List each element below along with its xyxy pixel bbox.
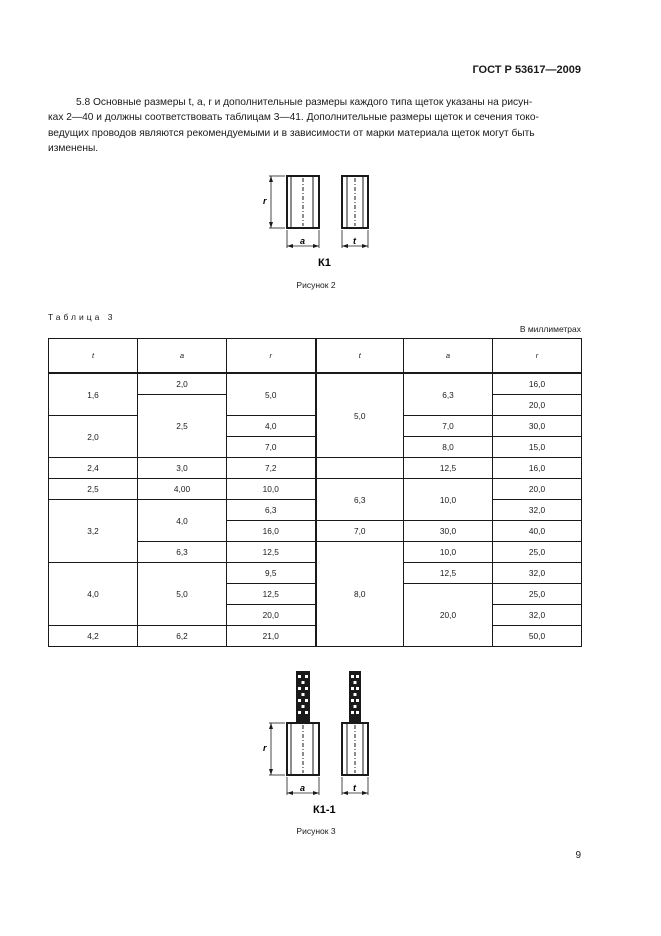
table-cell: 8,0 bbox=[316, 542, 404, 647]
table-cell: 15,0 bbox=[493, 437, 582, 458]
header-r: r bbox=[493, 339, 582, 374]
table-cell: 4,0 bbox=[49, 563, 138, 626]
table-cell: 30,0 bbox=[404, 521, 493, 542]
table-cell: 4,2 bbox=[49, 626, 138, 647]
table-cell: 7,0 bbox=[316, 521, 404, 542]
table-cell: 12,5 bbox=[227, 542, 316, 563]
figure-3-drawing bbox=[255, 668, 385, 818]
table-cell: 4,0 bbox=[227, 416, 316, 437]
paragraph-line: 5.8 Основные размеры t, a, r и дополнительные размеры каждого типа щеток указаны на рисун- bbox=[76, 97, 533, 108]
table-cell: 20,0 bbox=[227, 605, 316, 626]
table-cell: 16,0 bbox=[493, 458, 582, 479]
table-cell: 5,0 bbox=[138, 563, 227, 626]
table-cell: 32,0 bbox=[493, 563, 582, 584]
paragraph-5-8 bbox=[48, 95, 582, 156]
table-cell: 5,0 bbox=[227, 373, 316, 416]
figure-3-caption: Рисунок 3 bbox=[296, 826, 336, 836]
table-row bbox=[49, 458, 582, 479]
table-cell: 16,0 bbox=[227, 521, 316, 542]
table-cell: 32,0 bbox=[493, 500, 582, 521]
table-cell: 30,0 bbox=[493, 416, 582, 437]
header-t: t bbox=[49, 339, 138, 374]
table-cell bbox=[316, 458, 404, 479]
table-cell: 2,5 bbox=[138, 395, 227, 458]
dimensions-table bbox=[48, 338, 582, 647]
figure-2-caption: Рисунок 2 bbox=[296, 280, 336, 290]
table-cell: 4,00 bbox=[138, 479, 227, 500]
table-cell: 4,0 bbox=[138, 500, 227, 542]
header-r: r bbox=[227, 339, 316, 374]
table-cell: 2,4 bbox=[49, 458, 138, 479]
header-t: t bbox=[316, 339, 404, 374]
dim-a-label: a bbox=[300, 236, 306, 246]
table-cell: 6,2 bbox=[138, 626, 227, 647]
table-cell: 2,0 bbox=[138, 373, 227, 395]
table-cell: 7,0 bbox=[404, 416, 493, 437]
table-cell: 10,0 bbox=[404, 479, 493, 521]
table-row bbox=[49, 563, 582, 584]
page-number: 9 bbox=[575, 850, 581, 861]
table-cell: 2,0 bbox=[49, 416, 138, 458]
table-cell: 1,6 bbox=[49, 373, 138, 416]
dim-r-label: r bbox=[263, 743, 267, 753]
table-cell: 9,5 bbox=[227, 563, 316, 584]
figure-2-label: К1 bbox=[318, 257, 331, 269]
table-cell: 6,3 bbox=[227, 500, 316, 521]
table-cell: 6,3 bbox=[138, 542, 227, 563]
table-cell: 32,0 bbox=[493, 605, 582, 626]
table-cell: 6,3 bbox=[316, 479, 404, 521]
table-cell: 8,0 bbox=[404, 437, 493, 458]
table-cell: 12,5 bbox=[404, 563, 493, 584]
table-row bbox=[49, 626, 582, 647]
header-a: a bbox=[404, 339, 493, 374]
table-title: Таблица 3 bbox=[48, 312, 116, 322]
table-row bbox=[49, 416, 582, 437]
figure-2-drawing bbox=[255, 170, 385, 270]
table-cell: 12,5 bbox=[404, 458, 493, 479]
table-cell: 6,3 bbox=[404, 373, 493, 416]
dim-r-label: r bbox=[263, 196, 267, 206]
figure-3-label: К1-1 bbox=[313, 804, 336, 816]
table-cell: 40,0 bbox=[493, 521, 582, 542]
table-cell: 20,0 bbox=[404, 584, 493, 647]
table-row bbox=[49, 479, 582, 500]
paragraph-line: ведущих проводов являются рекомендуемыми и в зависимости от марки материала щеток могут быть bbox=[48, 127, 535, 139]
dim-t-label: t bbox=[353, 236, 356, 246]
paragraph-line: изменены. bbox=[48, 142, 99, 154]
table-cell: 10,0 bbox=[404, 542, 493, 563]
document-code: ГОСТ Р 53617—2009 bbox=[472, 64, 581, 76]
table-units: В миллиметрах bbox=[519, 324, 581, 334]
table-cell: 25,0 bbox=[493, 584, 582, 605]
table-cell: 2,5 bbox=[49, 479, 138, 500]
table-cell: 3,2 bbox=[49, 500, 138, 563]
table-cell: 20,0 bbox=[493, 479, 582, 500]
table-cell: 3,0 bbox=[138, 458, 227, 479]
table-header-row bbox=[49, 339, 582, 374]
table-cell: 16,0 bbox=[493, 373, 582, 395]
table-cell: 12,5 bbox=[227, 584, 316, 605]
table-row bbox=[49, 373, 582, 395]
dim-a-label: a bbox=[300, 783, 306, 793]
table-cell: 20,0 bbox=[493, 395, 582, 416]
paragraph-line: ках 2—40 и должны соответствовать таблицам 3—41. Дополнительные размеры щеток и сечения токо- bbox=[48, 112, 539, 124]
table-cell: 10,0 bbox=[227, 479, 316, 500]
table-row bbox=[49, 500, 582, 521]
table-cell: 21,0 bbox=[227, 626, 316, 647]
table-cell: 25,0 bbox=[493, 542, 582, 563]
table-cell: 5,0 bbox=[316, 373, 404, 458]
table-cell: 50,0 bbox=[493, 626, 582, 647]
table-cell: 7,0 bbox=[227, 437, 316, 458]
header-a: a bbox=[138, 339, 227, 374]
table-cell: 7,2 bbox=[227, 458, 316, 479]
dim-t-label: t bbox=[353, 783, 356, 793]
